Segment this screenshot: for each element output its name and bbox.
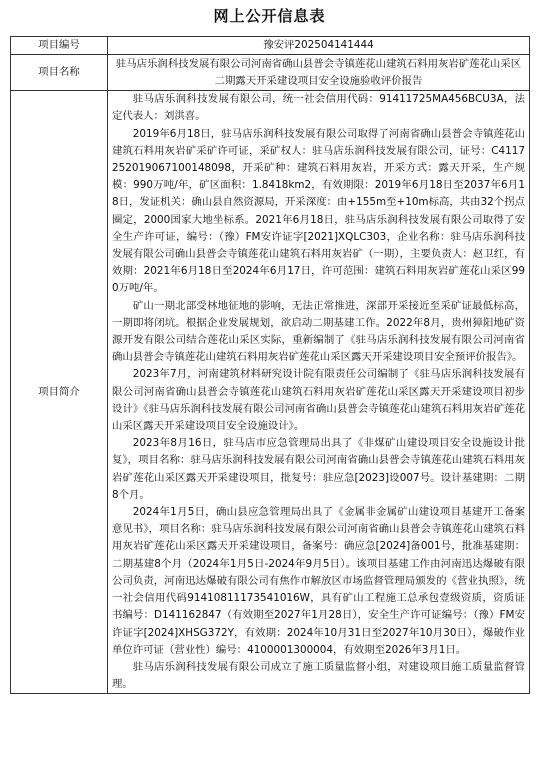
summary-paragraph: 2023年8月16日，驻马店市应急管理局出具了《非煤矿山建设项目安全设施设计批复》，项目名称：驻马店乐润科技发展有限公司河南省确山县普会寺镇莲花山建筑石料用灰岩矿莲花山采区露天开采建设项目，批复号：驻应急[2023]设007号。设计基建期：二期8个月。 bbox=[112, 437, 525, 501]
project-no-label: 项目编号 bbox=[11, 37, 108, 55]
info-table bbox=[10, 36, 530, 694]
row-project-no bbox=[11, 37, 530, 55]
project-name-value: 驻马店乐润科技发展有限公司河南省确山县普会寺镇莲花山建筑石料用灰岩矿莲花山采区二期露天开采建设项目安全设施验收评价报告 bbox=[108, 55, 530, 91]
summary-paragraph: 驻马店乐润科技发展有限公司成立了施工质量监督小组，对建设项目施工质量监督管理。 bbox=[112, 660, 525, 691]
summary-paragraph: 2019年6月18日，驻马店乐润科技发展有限公司取得了河南省确山县普会寺镇莲花山建筑石料用灰岩矿采矿许可证，采矿权人：驻马店乐润科技发展有限公司，证号：C4117252019067100148098，开采矿种：建筑石料用灰岩，开采方式：露天开采，生产规模：990万吨/年，矿区面积：1.8418km2，有效期限：2019年6月18日至2037年6月18日，发证机关：确山县自然资源局，开采深度：由+155m至+10m标高，共由32个拐点圈定，2000国家大地坐标系。2021年6月18日，驻马店乐润科技发展有限公司取得了安全生产许可证，编号：（豫）FM安许证字[2021]XQLC303，企业名称：驻马店乐润科技发展有限公司确山县普会寺镇莲花山建筑石料用灰岩矿（一期），主要负责人：赵卫红，有效期：2021年6月18日至2024年6月17日，许可范围：建筑石料用灰岩矿莲花山采区990万吨/年。 bbox=[112, 127, 525, 295]
summary-paragraph: 2024年1月5日，确山县应急管理局出具了《金属非金属矿山建设项目基建开工备案意见书》，项目名称：驻马店乐润科技发展有限公司河南省确山县普会寺镇莲花山建筑石料用灰岩矿莲花山采区露天开采建设项目，备案号：确应急[2024]备001号，批准基建期：二期基建8个月（2024年1月5日-2024年9月5日）。该项目基建工作由河南迅达爆破有限公司负责，河南迅达爆破有限公司有焦作市解放区市场监督管理局颁发的《营业执照》，统一社会信用代码91410811173541016W，具有矿山工程施工总承包壹级资质，资质证书编号：D141162847（有效期至2027年1月28日），安全生产许可证编号：（豫）FM安许证字[2024]XHSG372Y，有效期：2024年10月31日至2027年10月30日），爆破作业单位许可证（营业性）编号：4100001300004，有效期至2026年3月1日。 bbox=[112, 506, 525, 656]
summary-paragraph: 矿山一期北部受林地征地的影响，无法正常推进，深部开采接近至采矿证最低标高，一期即将闭坑。根据企业发展规划，欲启动二期基建工作。2022年8月，贵州獐阳地矿资源开发有限公司结合莲花山采区实际，重新编制了《驻马店乐润科技发展有限公司河南省确山县普会寺镇莲花山建筑石料用灰岩矿莲花山采区露天开采建设项目安全预评价报告》。 bbox=[112, 299, 525, 364]
row-project-summary bbox=[11, 91, 530, 694]
project-summary-label: 项目简介 bbox=[11, 91, 108, 694]
row-project-name bbox=[11, 55, 530, 91]
project-name-label: 项目名称 bbox=[11, 55, 108, 91]
project-no-value: 豫安评202504141444 bbox=[108, 37, 530, 55]
summary-paragraph: 2023年7月，河南建筑材料研究设计院有限责任公司编制了《驻马店乐润科技发展有限公司河南省确山县普会寺镇莲花山建筑石料用灰岩矿莲花山采区露天开采建设项目初步设计》《驻马店乐润科技发展有限公司河南省确山县普会寺镇莲花山建筑石料用灰岩矿莲花山采区露天开采建设项目安全设施设计》。 bbox=[112, 368, 525, 433]
project-summary-body bbox=[108, 91, 530, 694]
summary-paragraph: 驻马店乐润科技发展有限公司，统一社会信用代码：91411725MA456BCU3A，法定代表人：刘洪喜。 bbox=[112, 93, 525, 123]
page-title: 网上公开信息表 bbox=[213, 7, 326, 25]
